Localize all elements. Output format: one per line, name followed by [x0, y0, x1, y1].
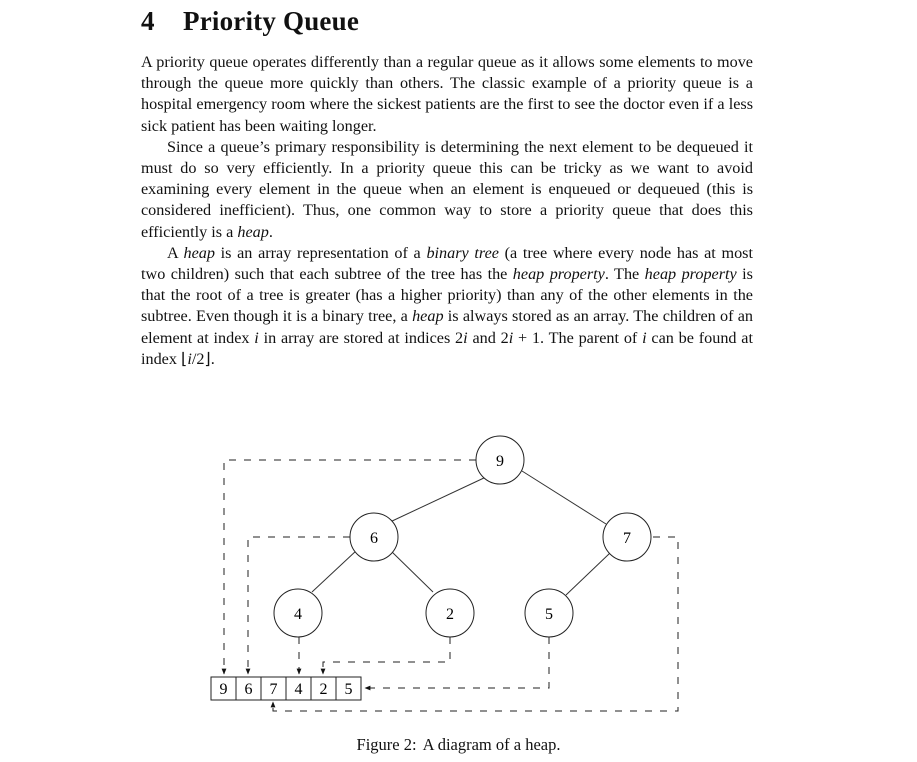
term-heap-property: heap property — [512, 265, 605, 284]
array-cell: 6 — [244, 681, 253, 698]
section-title: Priority Queue — [183, 6, 360, 36]
connector-node-5 — [365, 637, 549, 688]
node-value: 7 — [623, 530, 631, 547]
figure-caption-text: A diagram of a heap. — [422, 735, 561, 754]
heap-array — [211, 677, 361, 700]
tree-edge — [390, 477, 486, 522]
term-binary-tree: binary tree — [426, 243, 499, 262]
tree-node-left-right — [426, 589, 474, 637]
figure-label: Figure 2: — [356, 735, 417, 754]
paragraph-3: A heap is an array representation of a binary tree (a tree where every node has at most two children) such that each subtree of the tree has the heap property. The heap property is that the root of a tree is greater (has a higher priority) than any of the other elements in the subtree. Even though it is a binary tree, a heap is always stored as an array. The children of an element at index i in array are stored at indices 2i and 2i + 1. The parent of i can be found at index ⌊i/2⌋. — [141, 243, 754, 368]
tree-edge — [566, 553, 610, 595]
tree-edge — [390, 550, 433, 592]
tree-edge — [312, 550, 357, 592]
tree-node-left-left — [274, 589, 322, 637]
section-number: 4 — [141, 6, 155, 36]
array-cell: 5 — [344, 681, 353, 698]
connector-node-2 — [323, 637, 450, 674]
node-value: 9 — [496, 453, 504, 470]
node-value: 2 — [446, 606, 454, 623]
array-cell: 4 — [294, 681, 303, 698]
array-cell: 9 — [219, 681, 228, 698]
node-value: 4 — [294, 606, 302, 623]
tree-node-right — [603, 513, 651, 561]
array-cell: 7 — [269, 681, 278, 698]
term-heap: heap — [237, 222, 269, 241]
tree-edge — [522, 471, 606, 524]
figure-caption — [0, 735, 917, 755]
term-heap: heap — [183, 243, 215, 262]
index-connectors — [224, 460, 678, 711]
tree-node-left — [350, 513, 398, 561]
paragraph-2: Since a queue’s primary responsibility is determining the next element to be dequeued it must do so very efficiently. In a priority queue this can be tricky as we want to avoid examining every element in the queue when an element is enqueued or dequeued (this is considered inefficient). Thus, one common way to store a priority queue that does this efficiently is a heap. — [141, 137, 753, 241]
tree-node-root — [476, 436, 524, 484]
tree-node-right-left — [525, 589, 573, 637]
term-heap: heap — [412, 307, 444, 326]
node-value: 6 — [370, 530, 378, 547]
array-cell: 2 — [319, 681, 328, 698]
term-heap-property: heap property — [644, 265, 737, 284]
paragraph-1: A priority queue operates differently than a regular queue as it allows some elements to move through the queue more quickly than others. The classic example of a priority queue is a hospital emergency room where the sickest patients are the first to see the doctor even if a less sick patient has been waiting longer. — [141, 53, 753, 135]
node-value: 5 — [545, 606, 553, 623]
connector-root — [224, 460, 476, 674]
